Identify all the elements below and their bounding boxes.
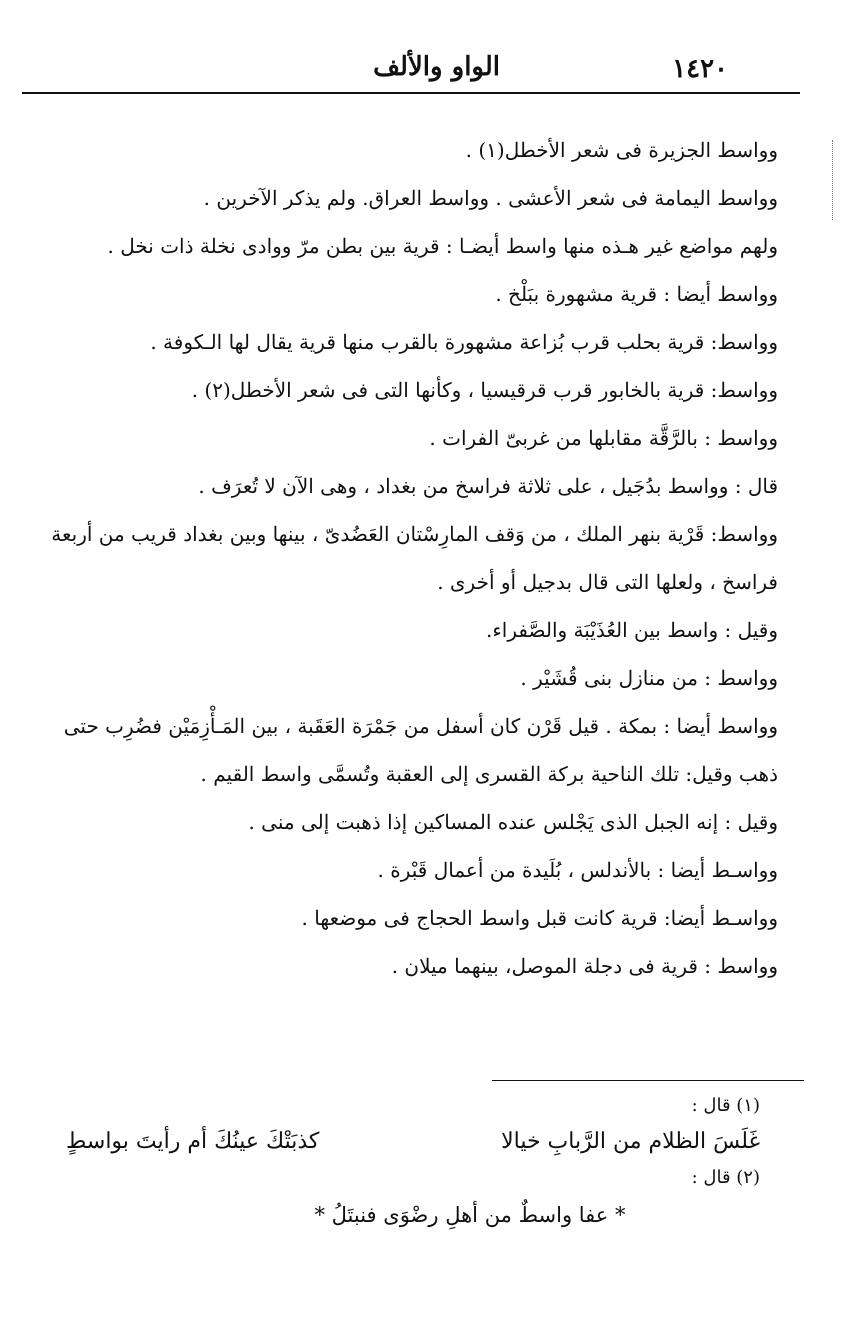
footnotes	[60, 1092, 760, 1238]
text-entry: وواسط أيضا : قرية مشهورة ببَلْخ .	[495, 282, 778, 306]
page-header	[22, 48, 800, 94]
text-entry: وواسط أيضا : بمكة . قيل قَرْن كان أسفل من جَمْرَة العَقَبة ، بين المَـأْزِمَيْن فضُرِب حتى ذهب وقيل: تلك الناحية بركة القسرى إلى العقبة وتُسمَّى واسط القيم .	[63, 714, 778, 786]
text-entry: وواسط: قَرْية بنهر الملك ، من وَقف المارِسْتان العَضُدىّ ، بينها وبين بغداد قريب من أربعة فراسخ ، ولعلها التى قال بدجيل أو أخرى .	[51, 522, 778, 594]
text-entry: ولهم مواضع غير هـذه منها واسط أيضـا : قرية بين بطن مرّ ووادى نخلة ذات نخل .	[107, 234, 778, 258]
footnote-2-verse: * عفا واسطٌ من أهلِ رضْوَى فنبتَلُ *	[314, 1203, 626, 1227]
footnote-1-label: (١) قال :	[691, 1095, 760, 1116]
text-entry: وواسـط أيضا: قرية كانت قبل واسط الحجاج فى موضعها .	[301, 906, 778, 930]
text-entry: قال : وواسط بدُجَيل ، على ثلاثة فراسخ من بغداد ، وهى الآن لا تُعرَف .	[198, 474, 778, 498]
text-entry: وواسط: قرية بالخابور قرب قرقيسيا ، وكأنها التى فى شعر الأخطل(٢) .	[191, 378, 778, 402]
text-entry: وواسط : بالرَّقَّة مقابلها من غربىّ الفرات .	[429, 426, 778, 450]
margin-marks	[832, 140, 837, 220]
text-entry: وواسط الجزيرة فى شعر الأخطل(١) .	[465, 138, 778, 162]
footnote-1-hemistich-1: كذبَتْكَ عينُكَ أم رأيتَ بواسطٍ	[66, 1129, 320, 1154]
footnote-divider	[492, 1080, 804, 1081]
main-text	[34, 126, 778, 990]
text-entry: وواسط : من منازل بنى قُشَيْر .	[520, 666, 778, 690]
text-entry: وواسط اليمامة فى شعر الأعشى . وواسط العراق. ولم يذكر الآخرين .	[203, 186, 778, 210]
running-head: الواو والألف	[373, 52, 500, 82]
text-entry: وواسط : قرية فى دجلة الموصل، بينهما ميلان .	[391, 954, 778, 978]
footnote-1-hemistich-2: غَلَسَ الظلام من الرَّبابِ خيالا	[501, 1129, 760, 1154]
text-entry: وقيل : واسط بين العُذَيْبَة والصَّفراء.	[486, 618, 778, 642]
footnote-2-label: (٢) قال :	[691, 1167, 760, 1188]
page-number: ١٤٢٠	[672, 54, 728, 84]
footnote-1-verse	[60, 1120, 760, 1164]
text-entry: وقيل : إنه الجبل الذى يَجْلس عنده المساكين إذا ذهبت إلى منى .	[248, 810, 778, 834]
text-entry: وواسـط أيضا : بالأندلس ، بُلَيدة من أعمال قَبْرة .	[377, 858, 778, 882]
text-entry: وواسط: قرية بحلب قرب بُزاعة مشهورة بالقرب منها قرية يقال لها الـكوفة .	[150, 330, 778, 354]
